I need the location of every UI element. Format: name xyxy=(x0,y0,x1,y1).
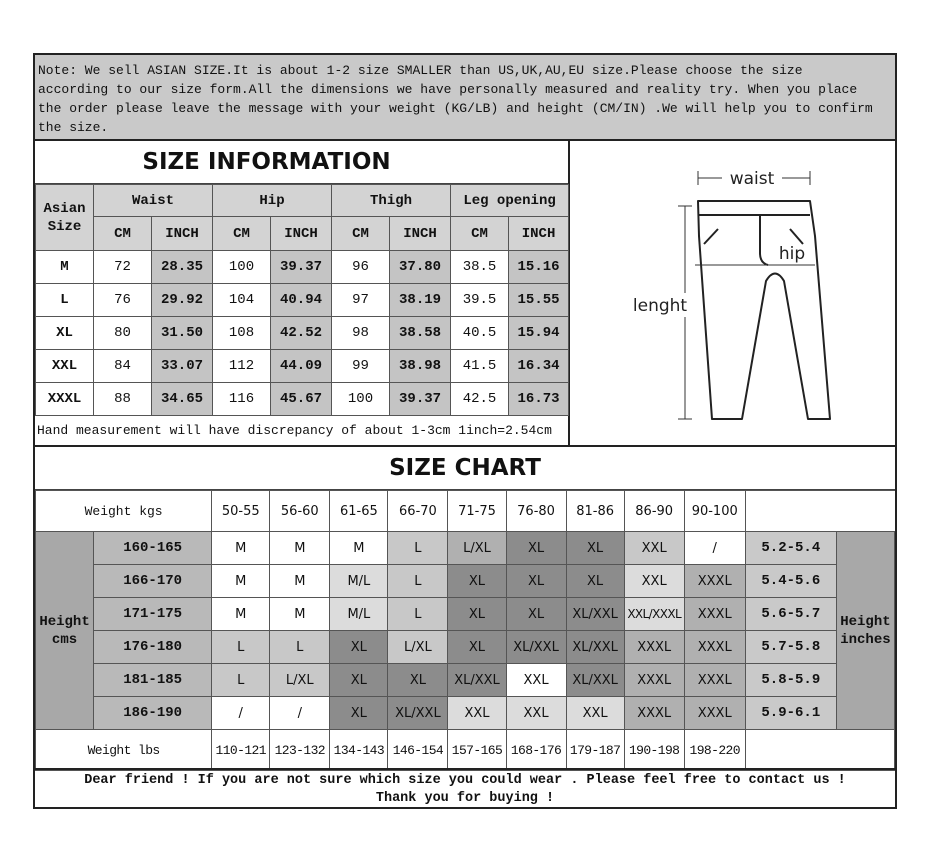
weight-kg-cell: 56-60 xyxy=(270,491,330,532)
size-cell: XXXL xyxy=(36,383,94,416)
unit-inch-header: INCH xyxy=(271,217,332,251)
hip-label: hip xyxy=(778,244,806,264)
recommended-size-cell: XL xyxy=(330,697,388,730)
recommended-size-cell: M/L xyxy=(330,565,388,598)
recommended-size-cell: L xyxy=(212,664,270,697)
cm-value-cell: 98 xyxy=(332,317,390,350)
recommended-size-cell: M xyxy=(212,565,270,598)
height-cm-cell: 171-175 xyxy=(94,598,212,631)
recommended-size-cell: / xyxy=(212,697,270,730)
hip-header: Hip xyxy=(213,185,332,217)
size-sheet xyxy=(33,53,897,809)
height-row xyxy=(36,598,895,631)
inch-value-cell: 44.09 xyxy=(271,350,332,383)
inch-value-cell: 39.37 xyxy=(271,251,332,284)
weight-kg-label: Weight kgs xyxy=(36,491,212,532)
recommended-size-cell: XL xyxy=(506,532,566,565)
size-info-row xyxy=(36,383,569,416)
inch-value-cell: 16.73 xyxy=(509,383,569,416)
recommended-size-cell: XL/XXL xyxy=(566,631,624,664)
recommended-size-cell: M xyxy=(270,565,330,598)
inch-value-cell: 31.50 xyxy=(152,317,213,350)
footer-line-thanks: Thank you for buying ! xyxy=(375,791,555,806)
height-cm-cell: 176-180 xyxy=(94,631,212,664)
cm-value-cell: 112 xyxy=(213,350,271,383)
recommended-size-cell: XL xyxy=(566,565,624,598)
size-info-row xyxy=(36,350,569,383)
recommended-size-cell: / xyxy=(684,532,745,565)
recommended-size-cell: M xyxy=(212,532,270,565)
asian-size-header: Asian Size xyxy=(36,185,94,251)
height-cm-cell: 186-190 xyxy=(94,697,212,730)
waist-label: waist xyxy=(729,169,775,189)
pants-diagram xyxy=(570,141,895,445)
recommended-size-cell: XL xyxy=(506,598,566,631)
recommended-size-cell: L xyxy=(388,598,448,631)
recommended-size-cell: XXXL xyxy=(624,697,684,730)
weight-kg-cell: 50-55 xyxy=(212,491,270,532)
cm-value-cell: 39.5 xyxy=(451,284,509,317)
height-inch-cell: 5.2-5.4 xyxy=(745,532,836,565)
cm-value-cell: 72 xyxy=(94,251,152,284)
inch-value-cell: 42.52 xyxy=(271,317,332,350)
contact-footer xyxy=(35,768,895,807)
recommended-size-cell: XL/XXL xyxy=(388,697,448,730)
height-row xyxy=(36,631,895,664)
unit-inch-header: INCH xyxy=(390,217,451,251)
recommended-size-cell: L/XL xyxy=(448,532,506,565)
recommended-size-cell: L xyxy=(212,631,270,664)
inch-value-cell: 15.55 xyxy=(509,284,569,317)
recommended-size-cell: XXL xyxy=(624,532,684,565)
recommended-size-cell: XL/XXL xyxy=(566,598,624,631)
recommended-size-cell: XL/XXL xyxy=(566,664,624,697)
height-cm-label: Height cms xyxy=(36,532,94,730)
thigh-header: Thigh xyxy=(332,185,451,217)
height-cm-cell: 160-165 xyxy=(94,532,212,565)
height-inch-cell: 5.8-5.9 xyxy=(745,664,836,697)
size-info-row xyxy=(36,251,569,284)
inch-value-cell: 34.65 xyxy=(152,383,213,416)
inch-value-cell: 29.92 xyxy=(152,284,213,317)
cm-value-cell: 100 xyxy=(332,383,390,416)
unit-cm-header: CM xyxy=(213,217,271,251)
height-cm-cell: 181-185 xyxy=(94,664,212,697)
unit-inch-header: INCH xyxy=(509,217,569,251)
weight-kg-cell: 86-90 xyxy=(624,491,684,532)
inch-value-cell: 45.67 xyxy=(271,383,332,416)
size-information-title: SIZE INFORMATION xyxy=(35,141,568,184)
unit-cm-header: CM xyxy=(332,217,390,251)
recommended-size-cell: / xyxy=(270,697,330,730)
size-chart-table xyxy=(35,490,895,771)
weight-lbs-label: Weight lbs xyxy=(36,730,212,771)
recommended-size-cell: L xyxy=(388,565,448,598)
recommended-size-cell: XXXL xyxy=(684,664,745,697)
weight-lbs-row xyxy=(36,730,895,771)
height-inch-label: Height inches xyxy=(836,532,894,730)
pants-outline xyxy=(698,201,830,419)
inch-value-cell: 15.16 xyxy=(509,251,569,284)
weight-lbs-cell: 134-143 xyxy=(330,730,388,771)
inch-value-cell: 38.58 xyxy=(390,317,451,350)
size-cell: L xyxy=(36,284,94,317)
weight-kg-cell: 81-86 xyxy=(566,491,624,532)
weight-kg-cell: 90-100 xyxy=(684,491,745,532)
recommended-size-cell: XXXL xyxy=(684,697,745,730)
recommended-size-cell: XL xyxy=(506,565,566,598)
cm-value-cell: 41.5 xyxy=(451,350,509,383)
recommended-size-cell: L xyxy=(388,532,448,565)
height-inch-cell: 5.7-5.8 xyxy=(745,631,836,664)
height-row xyxy=(36,664,895,697)
recommended-size-cell: XXXL xyxy=(684,565,745,598)
size-info-row xyxy=(36,284,569,317)
length-label: lenght xyxy=(632,296,688,316)
unit-cm-header: CM xyxy=(451,217,509,251)
recommended-size-cell: XL xyxy=(566,532,624,565)
inch-value-cell: 38.98 xyxy=(390,350,451,383)
recommended-size-cell: XL xyxy=(330,631,388,664)
size-cell: XL xyxy=(36,317,94,350)
size-info-row xyxy=(36,317,569,350)
recommended-size-cell: XXL xyxy=(506,664,566,697)
height-row xyxy=(36,532,895,565)
cm-value-cell: 80 xyxy=(94,317,152,350)
recommended-size-cell: XXL xyxy=(566,697,624,730)
recommended-size-cell: XXXL xyxy=(684,631,745,664)
inch-value-cell: 37.80 xyxy=(390,251,451,284)
recommended-size-cell: XL/XXL xyxy=(506,631,566,664)
weight-lbs-cell: 190-198 xyxy=(624,730,684,771)
recommended-size-cell: XL xyxy=(330,664,388,697)
cm-value-cell: 97 xyxy=(332,284,390,317)
size-cell: M xyxy=(36,251,94,284)
size-chart-title: SIZE CHART xyxy=(35,445,895,490)
pants-illustration xyxy=(570,141,895,445)
cm-value-cell: 116 xyxy=(213,383,271,416)
recommended-size-cell: XL xyxy=(448,598,506,631)
size-cell: XXL xyxy=(36,350,94,383)
recommended-size-cell: M xyxy=(270,598,330,631)
recommended-size-cell: XXL xyxy=(448,697,506,730)
inch-value-cell: 28.35 xyxy=(152,251,213,284)
recommended-size-cell: L/XL xyxy=(388,631,448,664)
cm-value-cell: 99 xyxy=(332,350,390,383)
empty-cell xyxy=(745,730,894,771)
weight-kg-row xyxy=(36,491,895,532)
cm-value-cell: 42.5 xyxy=(451,383,509,416)
weight-lbs-cell: 179-187 xyxy=(566,730,624,771)
footer-line-contact: Dear friend ! If you are not sure which size you could wear . Please feel free to contact us ! xyxy=(84,773,846,788)
recommended-size-cell: M xyxy=(270,532,330,565)
asian-size-note: Note: We sell ASIAN SIZE.It is about 1-2 size SMALLER than US,UK,AU,EU size.Please choose the size according to our size form.All the dimensions we have personally measured and reality try. When you place the order please leave the message with your weight (KG/LB) and height (CM/IN) .We will help you to confirm the size. xyxy=(35,55,895,141)
size-information-section xyxy=(35,141,570,445)
recommended-size-cell: XXL xyxy=(624,565,684,598)
recommended-size-cell: XL xyxy=(388,664,448,697)
cm-value-cell: 40.5 xyxy=(451,317,509,350)
recommended-size-cell: M xyxy=(330,532,388,565)
cm-value-cell: 108 xyxy=(213,317,271,350)
recommended-size-cell: L/XL xyxy=(270,664,330,697)
inch-value-cell: 33.07 xyxy=(152,350,213,383)
recommended-size-cell: XXXL xyxy=(624,664,684,697)
weight-lbs-cell: 168-176 xyxy=(506,730,566,771)
leg-opening-header: Leg opening xyxy=(451,185,569,217)
weight-lbs-cell: 123-132 xyxy=(270,730,330,771)
inch-value-cell: 15.94 xyxy=(509,317,569,350)
recommended-size-cell: M xyxy=(212,598,270,631)
measurement-footnote: Hand measurement will have discrepancy of about 1-3cm 1inch=2.54cm xyxy=(37,422,552,438)
unit-cm-header: CM xyxy=(94,217,152,251)
cm-value-cell: 96 xyxy=(332,251,390,284)
recommended-size-cell: L xyxy=(270,631,330,664)
inch-value-cell: 39.37 xyxy=(390,383,451,416)
cm-value-cell: 100 xyxy=(213,251,271,284)
weight-lbs-cell: 198-220 xyxy=(684,730,745,771)
cm-value-cell: 84 xyxy=(94,350,152,383)
size-information-table xyxy=(35,184,569,416)
weight-lbs-cell: 157-165 xyxy=(448,730,506,771)
cm-value-cell: 88 xyxy=(94,383,152,416)
height-inch-cell: 5.4-5.6 xyxy=(745,565,836,598)
height-inch-cell: 5.6-5.7 xyxy=(745,598,836,631)
weight-lbs-cell: 110-121 xyxy=(212,730,270,771)
height-row xyxy=(36,697,895,730)
left-pocket xyxy=(704,229,718,244)
recommended-size-cell: XL xyxy=(448,631,506,664)
inch-value-cell: 16.34 xyxy=(509,350,569,383)
cm-value-cell: 76 xyxy=(94,284,152,317)
weight-lbs-cell: 146-154 xyxy=(388,730,448,771)
weight-kg-cell: 61-65 xyxy=(330,491,388,532)
waist-header: Waist xyxy=(94,185,213,217)
height-cm-cell: 166-170 xyxy=(94,565,212,598)
inch-value-cell: 38.19 xyxy=(390,284,451,317)
recommended-size-cell: M/L xyxy=(330,598,388,631)
recommended-size-cell: XL/XXL xyxy=(448,664,506,697)
weight-kg-cell: 76-80 xyxy=(506,491,566,532)
fly-seam xyxy=(760,215,768,265)
right-pocket xyxy=(790,229,803,244)
cm-value-cell: 104 xyxy=(213,284,271,317)
unit-inch-header: INCH xyxy=(152,217,213,251)
recommended-size-cell: XXL xyxy=(506,697,566,730)
empty-cell xyxy=(745,491,894,532)
cm-value-cell: 38.5 xyxy=(451,251,509,284)
height-inch-cell: 5.9-6.1 xyxy=(745,697,836,730)
recommended-size-cell: XXXL xyxy=(684,598,745,631)
inch-value-cell: 40.94 xyxy=(271,284,332,317)
recommended-size-cell: XXXL xyxy=(624,631,684,664)
recommended-size-cell: XL xyxy=(448,565,506,598)
weight-kg-cell: 66-70 xyxy=(388,491,448,532)
weight-kg-cell: 71-75 xyxy=(448,491,506,532)
recommended-size-cell: XXL/XXXL xyxy=(624,598,684,631)
height-row xyxy=(36,565,895,598)
